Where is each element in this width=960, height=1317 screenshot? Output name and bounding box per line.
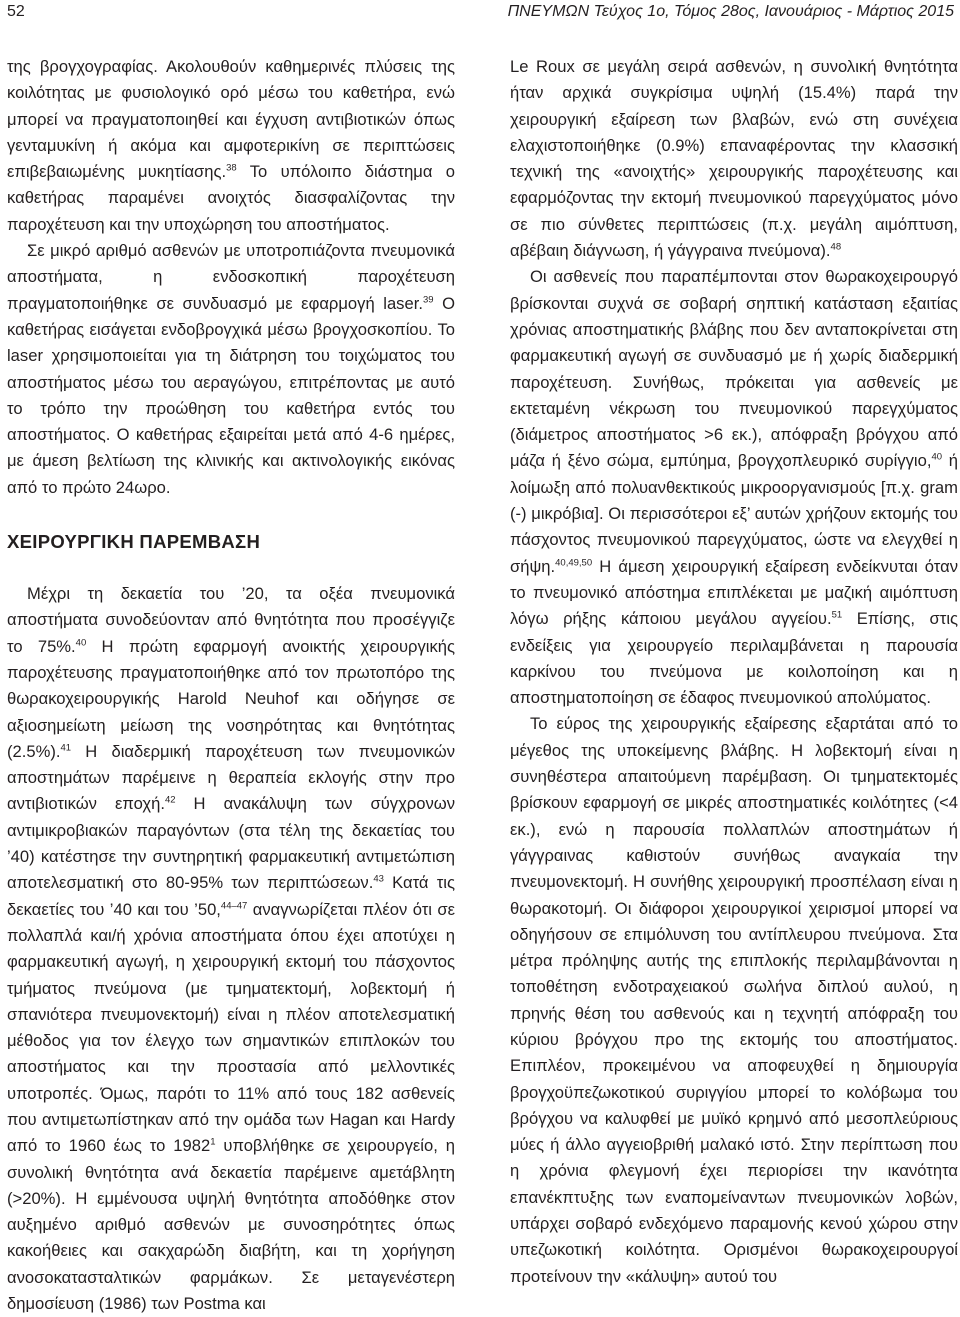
right-column xyxy=(510,54,958,1290)
citation: 38 xyxy=(226,162,237,174)
citation: 40 xyxy=(75,637,87,649)
citation: 48 xyxy=(830,241,842,253)
paragraph: Οι ασθενείς που παραπέμπονται στον θωρακοχειρουργό βρίσκονται συχνά σε σοβαρή σηπτική κατάσταση εξαιτίας χρόνιας αποστηματικής βλάβης που δεν ανταποκρίνεται στη φαρμακευτική αγωγή σε συνδυασμό με ή χωρίς διαδερμική παροχέτευση. Συνήθως, πρόκειται για ασθενείς με εκτεταμένη νέκρωση του πνευμονικού παρεγχύματος (διάμετρος αποστήματος >6 εκ.), απόφραξη βρόγχου από μάζα ή ξένο σώμα, εμπύημα, βρογχοπλευρικό συρίγγιο,$^{40}$ ή λοίμωξη από πολυανθεκτικούς μικροοργανισμούς [π.χ. gram (-) μικρόβια]. Οι περισσότεροι εξ’ αυτών χρήζουν εκτομής του πάσχοντος πνευμονικού παρεγχύματος, ώστε να ελεγχθεί η σήψη.$^{40,49,50}$ Η άμεση χειρουργική εξαίρεση ενδείκνυται όταν το πνευμονικό απόστημα επιπλέκεται με μαζική αιμόπτυση λόγω ρήξης κάποιου μεγάλου αγγείου.$^{51}$ Επίσης, στις ενδείξεις για χειρουργείο περιλαμβάνεται η παρουσία καρκίνου του πνεύμονα με κοιλοποίηση και η αποστηματοποίηση σε έδαφος πνευμονικού απολύματος. xyxy=(510,267,959,708)
citation: 40,49,50 xyxy=(555,557,593,569)
citation: 44–47 xyxy=(220,900,248,912)
paragraph: Le Roux σε μεγάλη σειρά ασθενών, η συνολική θνητότητα ήταν αρχικά συγκρίσιμα υψηλή (15.4%) παρά την χειρουργική εξαίρεση των βλαβών, ενώ στη συνέχεια ελαχιστοποιήθηκε (0.9%) επαναφέροντας την κλασσική τεχνική της «ανοιχτής» χειρουργικής παροχέτευσης και εφαρμόζοντας την εκτομή πνευμονικού παρεγχύματος μόνο σε πιο σύνθετες περιπτώσεις (π.χ. μεγάλη αιμόπτυση, αβέβαιη διάγνωση, ή γάγγραινα πνεύμονα).$^{48}$ xyxy=(510,57,958,261)
paragraph: Το εύρος της χειρουργικής εξαίρεσης εξαρτάται από το μέγεθος της υποκείμενης βλάβης. Η λοβεκτομή είναι η συνηθέστερα απαιτούμενη παρέμβαση. Οι τμηματεκτομές βρίσκουν εφαρμογή σε μικρές αποστηματικές κοιλότητες (<4 εκ.), ενώ η παρουσία πολλαπλών αποστημάτων ή γάγγραινας καθιστούν συνήθως αναγκαία την πνευμονεκτομή. Η συνήθης χειρουργική προσπέλαση είναι η θωρακοτομή. Οι διάφοροι χειρουργικοί χειρισμοί μπορεί να οδηγήσουν σε επιμόλυνση του αντίπλευρου πνεύμονα. Στα μέτρα πρόληψης αυτής της επιπλοκής περιλαμβάνονται η τοποθέτηση ενδοτραχειακού σωλήνα διπλού αυλού, η πρηνής θέση του ασθενούς και η τεχνητή απόφραξη του κύριου βρόγχου προ της εκτομής του αποστήματος. Επιπλέον, προκειμένου να αποφευχθεί η δημιουργία βρογχοϋπεζωκοτικού συριγγίου μπορεί το κολόβωμα του βρόγχου να καλυφθεί με μυϊκό κρημνό από μεσοπλεύριους μύες ή άλλο αγγειοβριθή μαλακό ιστό. Στην περίπτωση που η χρόνια φλεγμονή έχει περιορίσει την ικανότητα επανέκπτυξης των εναπομείναντων πνευμονικών λοβών, υπάρχει σοβαρό ενδεχόμενο παραμονής κενού χώρου στην υπεζωκοτική κοιλότητα. Ορισμένοι θωρακοχειρουργοί προτείνουν την «κάλυψη» αυτού του xyxy=(510,714,958,1286)
citation: 1 xyxy=(210,1136,216,1148)
left-column xyxy=(7,54,455,1317)
journal-header: ΠΝΕΥΜΩΝ Τεύχος 1ο, Τόμος 28ος, Ιανουάριος - Μάρτιος 2015 xyxy=(507,3,954,20)
citation: 42 xyxy=(164,794,176,806)
citation: 41 xyxy=(60,742,72,754)
page-number: 52 xyxy=(7,3,25,20)
citation: 43 xyxy=(373,873,384,885)
section-heading: ΧΕΙΡΟΥΡΓΙΚΗ ΠΑΡΕΜΒΑΣΗ xyxy=(7,531,261,553)
paragraph: της βρογχογραφίας. Ακολουθούν καθημερινές πλύσεις της κοιλότητας με φυσιολογικό ορό μέσω του καθετήρα, ενώ μπορεί να πραγματοποιηθεί και έγχυση αντιβιοτικών όπως γενταμυκίνη ή ακόμα και αμφοτερικίνη σε περιπτώσεις επιβεβαιωμένης μυκητίασης.$^{38}$ Το υπόλοιπο διάστημα ο καθετήρας παραμένει ανοιχτός διασφαλίζοντας την παροχέτευση και την υποχώρηση του αποστήματος. xyxy=(7,57,456,234)
citation: 40 xyxy=(931,451,943,463)
paragraph: Μέχρι τη δεκαετία του ’20, τα οξέα πνευμονικά αποστήματα συνοδεύονταν από θνητότητα που προσέγγιζε το 75%.$^{40}$ Η πρώτη εφαρμογή ανοικτής χειρουργικής παροχέτευσης πραγματοποιήθηκε από τον πρωτοπόρο της θωρακοχειρουργικής Harold Neuhof και οδήγησε σε αξιοσημείωτη μείωση της νοσηρότητας και θνητότητας (2.5%).$^{41}$ Η διαδερμική παροχέτευση των πνευμονικών αποστημάτων παρέμεινε η θεραπεία εκλογής στην προ αντιβιοτικών εποχή.$^{42}$ Η ανακάλυψη των σύγχρονων αντιμικροβιακών παραγόντων (στα τέλη της δεκαετίας του ’40) κατέστησε την συντηρητική φαρμακευτική αντιμετώπιση αποτελεσματική στο 80-95% των περιπτώσεων.$^{43}$ Κατά τις δεκαετίες του ’40 και του ’50,$^{44-47}$ αναγνωρίζεται πλέον ότι σε πολλαπλά και/ή χρόνια αποστήματα όπου έχει αποτύχει η φαρμακευτική αγωγή, η χειρουργική εκτομή του πάσχοντος τμήματος πνεύμονα (με τμηματεκτομή, λοβεκτομή ή σπανιότερα πνευμονεκτομή) είναι η πλέον αποτελεσματική μέθοδος για τον έλεγχο των σημαντικών επιπλοκών του αποστήματος και την προστασία από μελλοντικές υποτροπές. Όμως, παρότι το 11% από τους 182 ασθενείς που αντιμετωπίστηκαν από την ομάδα των Hagan και Hardy από το 1960 έως το 1982$^1$ υποβλήθηκε σε χειρουργείο, η συνολική θνητότητα ανά δεκαετία παρέμεινε αμετάβλητη (>20%). Η εμμένουσα υψηλή θνητότητα αποδόθηκε στον αυξημένο αριθμό ασθενών με συνοσηρότητες όπως κακοήθειες και σακχαρώδη διαβήτη, και τη χορήγηση ανοσοκατασταλτικών φαρμάκων. Σε μεταγενέστερη δημοσίευση (1986) των Postma και xyxy=(7,584,455,1314)
citation: 39 xyxy=(422,294,434,306)
paragraph: Σε μικρό αριθμό ασθενών με υποτροπιάζοντα πνευμονικά αποστήματα, η ενδοσκοπική παροχέτευση πραγματοποιήθηκε σε συνδυασμό με εφαρμογή laser.$^{39}$ Ο καθετήρας εισάγεται ενδοβρογχικά μέσω βρογχοσκοπίου. Το laser χρησιμοποιείται για τη διάτρηση του τοιχώματος του αποστήματος μέσω του αεραγώγου, επιτρέποντας με αυτό το τρόπο την προώθηση του καθετήρα εντός του αποστήματος. Ο καθετήρας εξαιρείται μετά από 4-6 ημέρες, με άμεση βελτίωση της κλινικής και ακτινολογικής εικόνας από το πρώτο 24ωρο. xyxy=(7,241,455,497)
citation: 51 xyxy=(831,609,843,621)
